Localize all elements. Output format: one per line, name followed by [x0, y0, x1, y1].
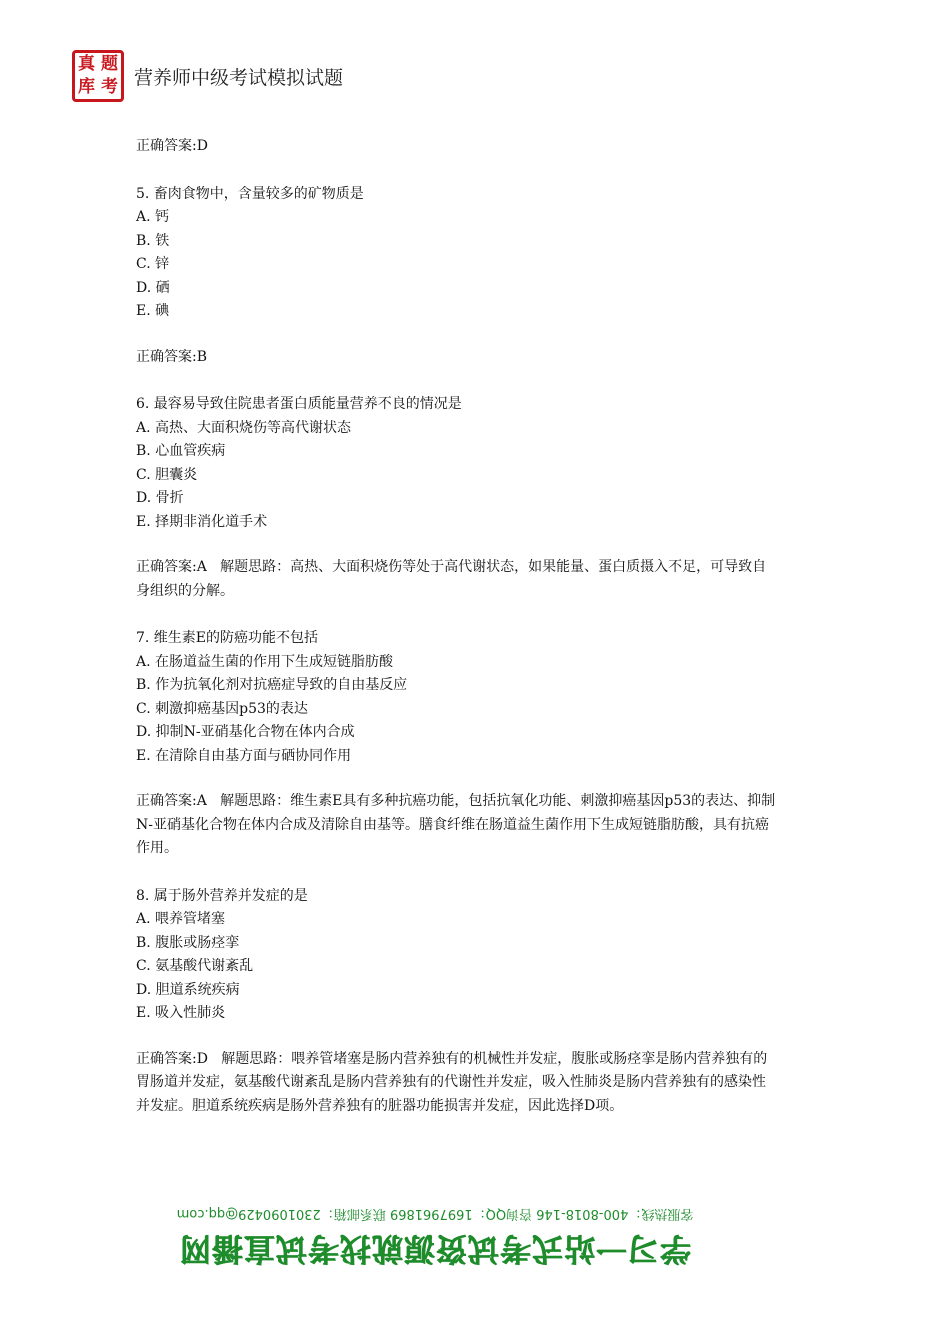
option-line: B. 铁 — [136, 232, 170, 249]
option-line: D. 硒 — [136, 279, 170, 296]
question-stem: 8. 属于肠外营养并发症的是 — [136, 887, 308, 904]
seal-char: 库 — [78, 77, 95, 97]
question-stem: 7. 维生素E的防癌功能不包括 — [136, 630, 319, 646]
document-body — [136, 135, 776, 1118]
answer-explanation: 正确答案:A 解题思路：维生素E具有多种抗癌功能，包括抗氧化功能、刺激抑癌基因p53的表达、抑制N-亚硝基化合物在体内合成及清除自由基等。膳食纤维在肠道益生菌作用下生成短链脂肪酸，具有抗癌作用。 — [136, 793, 776, 856]
footer-slogan: 学习一站式考试资源就找考试直播网 — [179, 1230, 691, 1266]
footer-banner — [135, 1206, 735, 1274]
seal-char: 真 — [78, 54, 95, 74]
footer-contact-text: 客服热线：400-8018-146 咨询QQ：1697961869 联系邮箱：2301090429@qq.com — [176, 1206, 694, 1221]
question-5 — [136, 183, 776, 370]
page-header — [72, 50, 343, 102]
option-line: B. 心血管疾病 — [136, 443, 226, 459]
option-line: D. 胆道系统疾病 — [136, 981, 240, 998]
seal-logo — [72, 50, 124, 102]
option-line: E. 吸入性肺炎 — [136, 1005, 226, 1021]
option-line: A. 在肠道益生菌的作用下生成短链脂肪酸 — [136, 653, 394, 670]
answer-explanation: 正确答案:A 解题思路：高热、大面积烧伤等处于高代谢状态，如果能量、蛋白质摄入不足，可导致自身组织的分解。 — [136, 559, 767, 599]
question-7 — [136, 627, 776, 861]
question-stem: 6. 最容易导致住院患者蛋白质能量营养不良的情况是 — [136, 396, 462, 412]
option-line: E. 择期非消化道手术 — [136, 513, 268, 530]
seal-char: 考 — [101, 77, 118, 97]
question-stem: 5. 畜肉食物中，含量较多的矿物质是 — [136, 185, 364, 202]
answer-line: 正确答案:B — [136, 348, 208, 365]
question-8 — [136, 885, 776, 1119]
option-line: A. 高热、大面积烧伤等高代谢状态 — [136, 419, 352, 436]
answer-line: 正确答案:D — [136, 138, 208, 154]
seal-char: 题 — [101, 54, 118, 74]
question-6 — [136, 393, 776, 603]
answer-explanation: 正确答案:D 解题思路：喂养管堵塞是肠内营养独有的机械性并发症，腹胀或肠痉挛是肠内营养独有的胃肠道并发症，氨基酸代谢紊乱是肠内营养独有的代谢性并发症，吸入性肺炎是肠内营养独有的感染性并发症。胆道系统疾病是肠外营养独有的脏器功能损害并发症，因此选择D项。 — [136, 1050, 768, 1114]
option-line: C. 锌 — [136, 256, 170, 272]
option-line: E. 在清除自由基方面与硒协同作用 — [136, 747, 352, 764]
option-line: B. 作为抗氧化剂对抗癌症导致的自由基反应 — [136, 677, 408, 693]
option-line: E. 碘 — [136, 303, 170, 319]
option-line: D. 抑制N-亚硝基化合物在体内合成 — [136, 724, 355, 740]
option-line: A. 钙 — [136, 209, 170, 225]
document-title: 营养师中级考试模拟试题 — [134, 66, 344, 89]
option-line: C. 氨基酸代谢紊乱 — [136, 958, 254, 974]
option-line: C. 胆囊炎 — [136, 466, 198, 483]
option-line: D. 骨折 — [136, 490, 184, 506]
option-line: B. 腹胀或肠痉挛 — [136, 934, 240, 951]
option-line: C. 刺激抑癌基因p53的表达 — [136, 700, 308, 717]
option-line: A. 喂养管堵塞 — [136, 911, 226, 927]
